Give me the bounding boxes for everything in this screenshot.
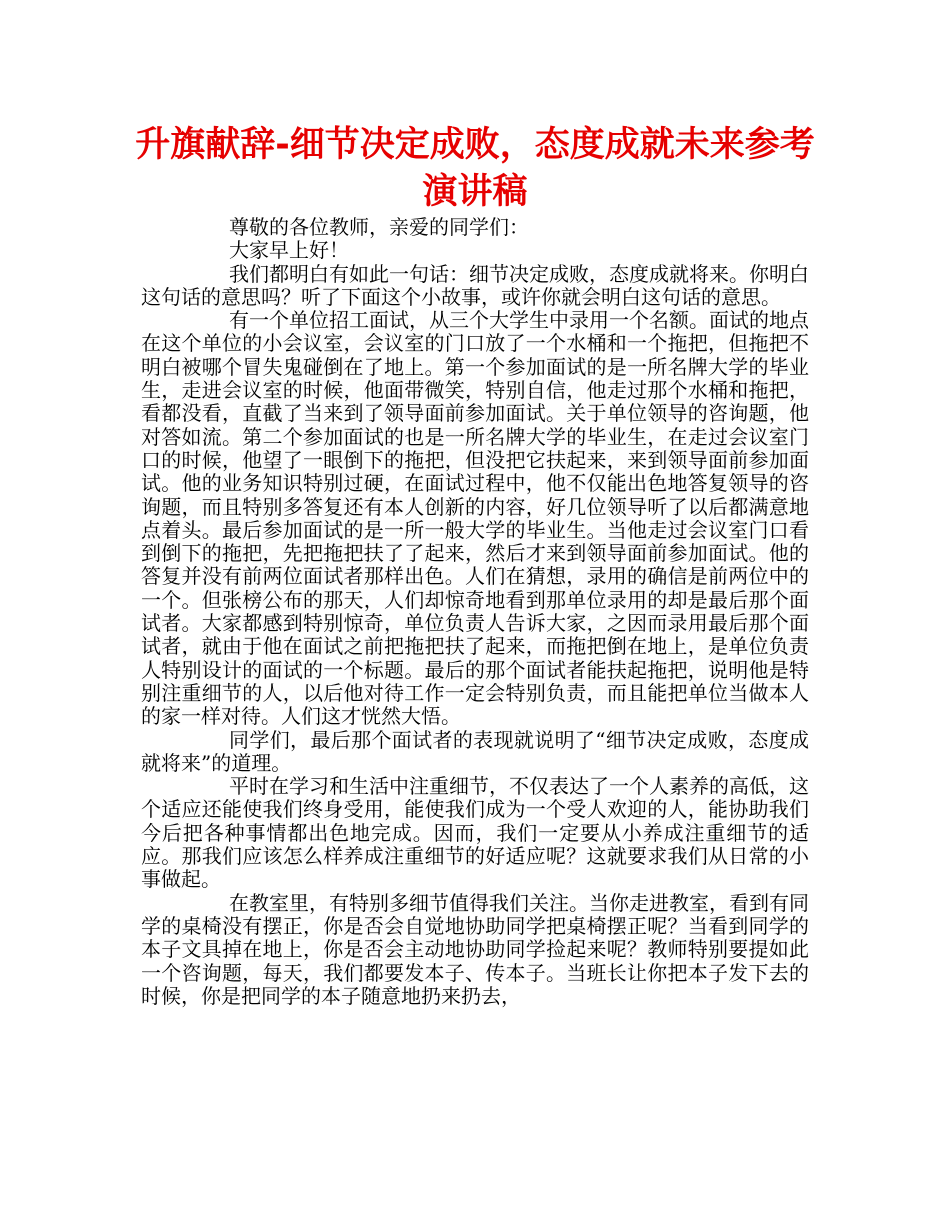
paragraph-story: 有一个单位招工面试，从三个大学生中录用一个名额。面试的地点在这个单位的小会议室，会议室的门口放了一个水桶和一个拖把，但拖把不明白被哪个冒失鬼碰倒在了地上。第一个参加面试的是一所名牌大学的毕业生，走进会议室的时候，他面带微笑，特别自信，他走过那个水桶和拖把，看都没看，直截了当来到了领导面前参加面试。关于单位领导的咨询题，他对答如流。第二个参加面试的也是一所名牌大学的毕业生，在走过会议室门口的时候，他望了一眼倒下的拖把，但没把它扶起来，来到领导面前参加面试。他的业务知识特别过硬，在面试过程中，他不仅能出色地答复领导的咨询题，而且特别多答复还有本人创新的内容，好几位领导听了以后都满意地点着头。最后参加面试的是一所一般大学的毕业生。当他走过会议室门口看到倒下的拖把，先把拖把扶了了起来，然后才来到领导面前参加面试。他的答复并没有前两位面试者那样出色。人们在猜想，录用的确信是前两位中的一个。但张榜公布的那天，人们却惊奇地看到那单位录用的却是最后那个面试者。大家都感到特别惊奇，单位负责人告诉大家，之因而录用最后那个面试者，就由于他在面试之前把拖把扶了起来，而拖把倒在地上，是单位负责人特别设计的面试的一个标题。最后的那个面试者能扶起拖把，说明他是特别注重细节的人，以后他对待工作一定会特别负责，而且能把单位当做本人的家一样对待。人们这才恍然大悟。 (141, 308, 809, 729)
document-body (141, 216, 809, 1008)
paragraph-habits: 平时在学习和生活中注重细节，不仅表达了一个人素养的高低，这个适应还能使我们终身受用，能使我们成为一个受人欢迎的人，能协助我们今后把各种事情都出色地完成。因而，我们一定要从小养成注重细节的适应。那我们应该怎么样养成注重细节的好适应呢？这就要求我们从日常的小事做起。 (141, 774, 809, 892)
paragraph-intro: 我们都明白有如此一句话：细节决定成败，态度成就将来。你明白这句话的意思吗？听了下面这个小故事，或许你就会明白这句话的意思。 (141, 261, 809, 309)
paragraph-classroom: 在教室里，有特别多细节值得我们关注。当你走进教室，看到有同学的桌椅没有摆正，你是否会自觉地协助同学把桌椅摆正呢？当看到同学的本子文具掉在地上，你是否会主动地协助同学捡起来呢？教师特别要提如此一个咨询题，每天，我们都要发本子、传本子。当班长让你把本子发下去的时候，你是把同学的本子随意地扔来扔去， (141, 890, 809, 1008)
paragraph-greeting: 大家早上好！ (229, 238, 349, 263)
paragraph-salutation: 尊敬的各位教师，亲爱的同学们： (229, 215, 529, 239)
paragraph-lesson: 同学们，最后那个面试者的表现就说明了“细节决定成败，态度成就将来”的道理。 (141, 727, 809, 775)
document-title: 升旗献辞-细节决定成败，态度成就未来参考演讲稿 (135, 125, 815, 212)
